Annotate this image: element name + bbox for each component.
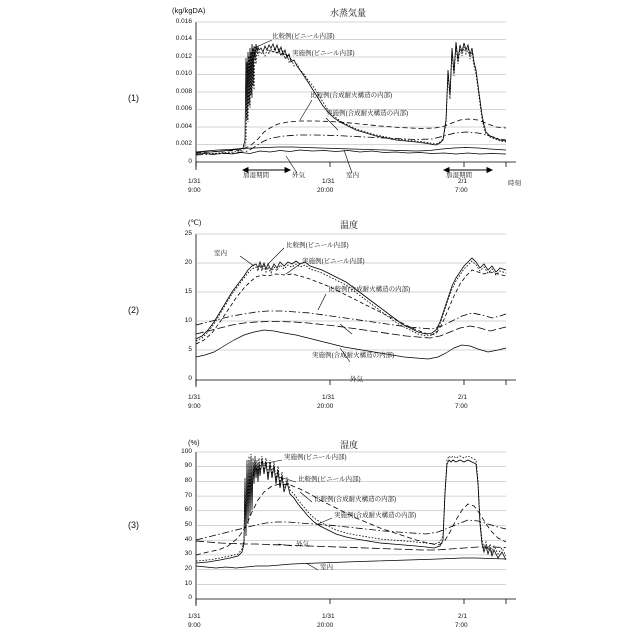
- chart-3-ann-4: 外気: [296, 541, 309, 548]
- chart-1-ytick-6: 0.004: [175, 123, 192, 130]
- figure-1-label: (1): [128, 93, 139, 103]
- chart-3-ytick-1: 90: [184, 462, 192, 469]
- chart-3-ytick-3: 70: [184, 492, 192, 499]
- chart-3-ytick-6: 40: [184, 536, 192, 543]
- chart-2-xtick-2-line1: 2/1: [458, 394, 468, 401]
- chart-1-ytick-5: 0.006: [175, 105, 192, 112]
- chart-3-xtick-0-line1: 1/31: [188, 613, 201, 620]
- chart-2-ytick-0: 25: [184, 230, 192, 237]
- chart-1-ann-6: 室内: [346, 172, 359, 179]
- chart-2-ann-3: 比較例(合成耐火構造の内部): [328, 286, 411, 293]
- chart-2-ann-4: 実施例(合成耐火構造の内部): [312, 352, 395, 359]
- chart-2-ytick-1: 20: [184, 259, 192, 266]
- chart-3-xtick-0-line2: 9:00: [188, 622, 201, 629]
- chart-1-ytick-1: 0.014: [175, 35, 192, 42]
- chart-1-ann-0: 比較例(ビニール内部): [272, 33, 335, 40]
- chart-3-ytick-2: 80: [184, 477, 192, 484]
- chart-1: [0, 0, 640, 205]
- chart-2-xtick-1-line1: 1/31: [322, 394, 335, 401]
- chart-1-ytick-3: 0.010: [175, 70, 192, 77]
- chart-2-ytick-4: 5: [188, 346, 192, 353]
- chart-1-xtick-0-line1: 1/31: [188, 178, 201, 185]
- chart-2-ann-1: 比較例(ビニール内部): [286, 242, 349, 249]
- chart-1-ytick-8: 0: [188, 158, 192, 165]
- chart-3-xtick-1-line1: 1/31: [322, 613, 335, 620]
- chart-2-xtick-1-line2: 20:00: [317, 403, 334, 410]
- chart-3-ann-3: 実施例(合成耐火構造の内部): [334, 512, 417, 519]
- chart-1-ytick-2: 0.012: [175, 53, 192, 60]
- chart-3-ytick-0: 100: [181, 448, 192, 455]
- chart-2-ann-0: 室内: [214, 250, 227, 257]
- chart-1-ann-3: 実施例(合成耐火構造の内部): [326, 110, 409, 117]
- chart-3-ytick-7: 30: [184, 550, 192, 557]
- chart-2-xtick-2-line2: 7:00: [455, 403, 468, 410]
- chart-2-xtick-0-line1: 1/31: [188, 394, 201, 401]
- chart-2: [0, 212, 640, 417]
- chart-2-ytick-2: 15: [184, 288, 192, 295]
- figure-3-label: (3): [128, 520, 139, 530]
- chart-3-ann-1: 比較例(ビニール内部): [298, 476, 361, 483]
- chart-1-ann-5: 外気: [292, 172, 305, 179]
- chart-3-xtick-2-line2: 7:00: [455, 622, 468, 629]
- chart-2-unit: (℃): [188, 218, 202, 227]
- chart-1-ytick-4: 0.008: [175, 88, 192, 95]
- chart-1-xtick-1-line2: 20:00: [317, 187, 334, 194]
- chart-1-ytick-7: 0.002: [175, 140, 192, 147]
- chart-2-ytick-5: 0: [188, 375, 192, 382]
- chart-1-xaxis-extra: 時刻: [508, 180, 521, 187]
- chart-3-xtick-2-line1: 2/1: [458, 613, 468, 620]
- chart-3: [0, 424, 640, 640]
- chart-1-xtick-1-line1: 1/31: [322, 178, 335, 185]
- figure-2-label: (2): [128, 305, 139, 315]
- chart-2-ann-5: 外気: [350, 376, 363, 383]
- chart-2-xtick-0-line2: 9:00: [188, 403, 201, 410]
- chart-3-ytick-4: 60: [184, 506, 192, 513]
- chart-1-xtick-2-line2: 7:00: [455, 187, 468, 194]
- chart-3-ann-2: 比較例(合成耐火構造の内部): [314, 496, 397, 503]
- chart-1-ann-2: 比較例(合成耐火構造の内部): [310, 92, 393, 99]
- chart-3-ann-5: 室内: [320, 564, 333, 571]
- chart-1-ann-7: 加湿期間: [446, 172, 472, 179]
- chart-1-ytick-0: 0.016: [175, 18, 192, 25]
- chart-1-plot: [0, 0, 640, 205]
- chart-2-ytick-3: 10: [184, 317, 192, 324]
- chart-3-title: 湿度: [340, 440, 359, 450]
- chart-3-unit: (%): [188, 438, 200, 447]
- chart-1-title: 水蒸気量: [330, 8, 367, 18]
- chart-3-ytick-8: 20: [184, 565, 192, 572]
- chart-1-ann-1: 実施例(ビニール内部): [292, 50, 355, 57]
- chart-2-ann-2: 実施例(ビニール内部): [302, 258, 365, 265]
- chart-1-ann-4: 加湿期間: [243, 172, 269, 179]
- chart-1-xtick-2-line1: 2/1: [458, 178, 468, 185]
- chart-3-ytick-9: 10: [184, 580, 192, 587]
- chart-1-xtick-0-line2: 9:00: [188, 187, 201, 194]
- chart-2-title: 温度: [340, 220, 359, 230]
- chart-1-unit: (kg/kgDA): [172, 6, 206, 15]
- chart-3-ytick-10: 0: [188, 594, 192, 601]
- chart-3-ytick-5: 50: [184, 521, 192, 528]
- chart-3-xtick-1-line2: 20:00: [317, 622, 334, 629]
- chart-3-ann-0: 実施例(ビニール内部): [284, 454, 347, 461]
